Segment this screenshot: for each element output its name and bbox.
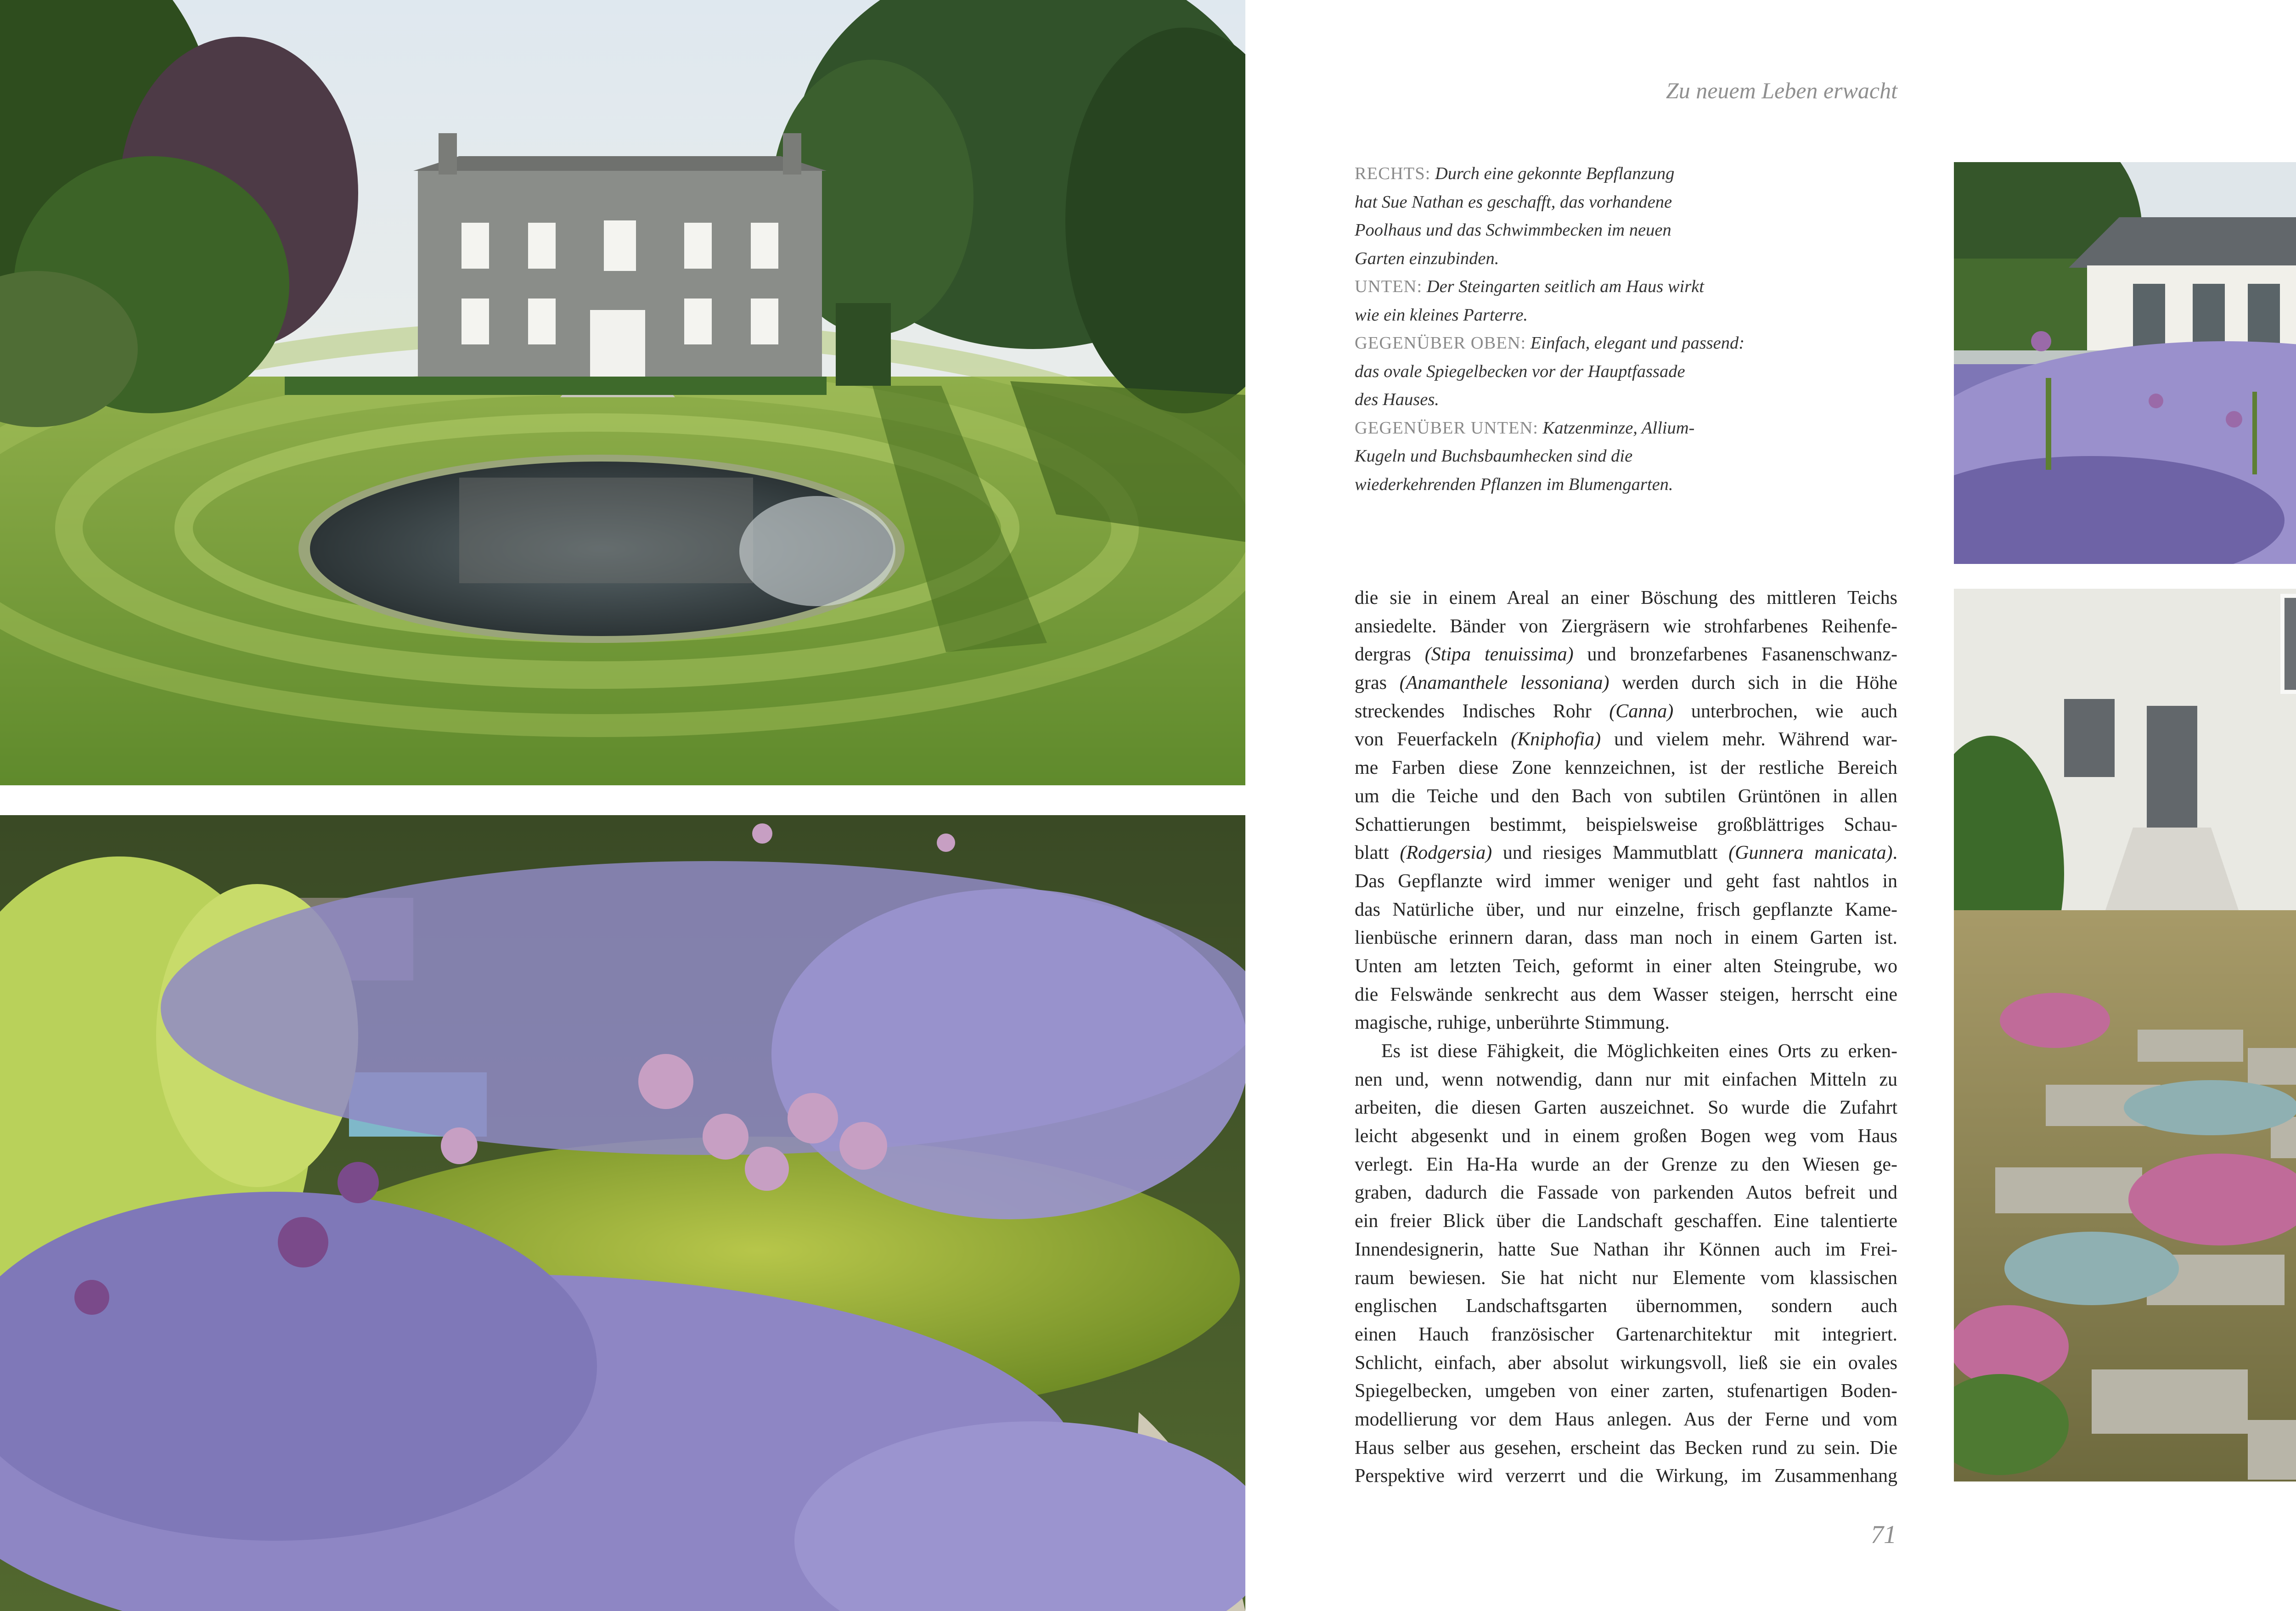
caption-text: hat Sue Nathan es geschafft, das vorhandene bbox=[1355, 192, 1672, 212]
caption-line bbox=[1355, 216, 1896, 245]
body-line: streckendes Indisches Rohr (Canna) unterbrochen, wie auch bbox=[1355, 700, 1897, 722]
caption-line bbox=[1355, 386, 1896, 414]
caption-text: das ovale Spiegelbecken vor der Hauptfassade bbox=[1355, 361, 1685, 381]
page-number: 71 bbox=[1871, 1521, 1896, 1549]
body-line: Das Gepflanzte wird immer weniger und geht fast nahtlos in bbox=[1355, 870, 1897, 892]
body-line: Es ist diese Fähigkeit, die Möglichkeiten eines Orts zu erken- bbox=[1381, 1041, 1897, 1062]
caption-line bbox=[1355, 471, 1896, 499]
caption-text: Der Steingarten seitlich am Haus wirkt bbox=[1426, 277, 1704, 296]
photo-manor-house-pool bbox=[0, 0, 1245, 785]
body-line: Schattierungen bestimmt, beispielsweise großblättriges Schau- bbox=[1355, 814, 1897, 835]
body-line: gras (Anamanthele lessoniana) werden durch sich in die Höhe bbox=[1355, 672, 1897, 694]
body-line: Innendesignerin, hatte Sue Nathan ihr Können auch im Frei- bbox=[1355, 1239, 1897, 1260]
body-line: verlegt. Ein Ha-Ha wurde an der Grenze zu den Wiesen ge- bbox=[1355, 1154, 1897, 1175]
caption-line bbox=[1355, 442, 1896, 471]
body-line: blatt (Rodgersia) und riesiges Mammutblatt (Gunnera manicata). bbox=[1355, 842, 1897, 864]
body-line: englischen Landschaftsgarten übernommen, sondern auch bbox=[1355, 1296, 1897, 1317]
caption-text: des Hauses. bbox=[1355, 390, 1439, 409]
body-text-column bbox=[1355, 584, 1897, 1491]
photo-flower-bed-catmint-allium bbox=[0, 815, 1245, 1611]
caption-label: GEGENÜBER OBEN: bbox=[1355, 333, 1526, 353]
caption-text: wiederkehrenden Pflanzen im Blumengarten. bbox=[1355, 474, 1673, 494]
body-line: leicht abgesenkt und in einem großen Bogen weg vom Haus bbox=[1355, 1126, 1897, 1147]
body-line: nen und, wenn notwendig, dann nur mit einfachen Mitteln zu bbox=[1355, 1069, 1897, 1090]
body-line: das Natürliche über, und nur einzelne, frisch gepflanzte Kame- bbox=[1355, 899, 1897, 920]
caption-label: RECHTS: bbox=[1355, 164, 1431, 183]
caption-text: wie ein kleines Parterre. bbox=[1355, 305, 1528, 325]
caption-line bbox=[1355, 329, 1896, 358]
caption-block bbox=[1355, 160, 1896, 499]
body-line: graben, dadurch die Fassade von parkenden Autos befreit und bbox=[1355, 1182, 1897, 1204]
body-line: dergras (Stipa tenuissima) und bronzefarbenes Fasanenschwanz- bbox=[1355, 644, 1897, 665]
caption-text: Poolhaus und das Schwimmbecken im neuen bbox=[1355, 220, 1671, 240]
caption-line bbox=[1355, 188, 1896, 217]
body-line: Schlicht, einfach, aber absolut wirkungsvoll, ließ sie ein ovales bbox=[1355, 1352, 1897, 1374]
caption-text: Einfach, elegant und passend: bbox=[1530, 333, 1745, 353]
body-line: me Farben diese Zone kennzeichnen, ist der restliche Bereich bbox=[1355, 757, 1897, 779]
caption-line bbox=[1355, 301, 1896, 330]
body-line: modellierung vor dem Haus anlegen. Aus der Ferne und vom bbox=[1355, 1408, 1897, 1430]
caption-line bbox=[1355, 273, 1896, 301]
caption-line bbox=[1355, 160, 1896, 188]
caption-text: Garten einzubinden. bbox=[1355, 248, 1499, 268]
body-line: arbeiten, die diesen Garten auszeichnet. So wurde die Zufahrt bbox=[1355, 1097, 1897, 1119]
body-line: um die Teiche und den Bach von subtilen Grüntönen in allen bbox=[1355, 785, 1897, 807]
body-line: ansiedelte. Bänder von Ziergräsern wie strohfarbenes Reihenfe- bbox=[1355, 615, 1897, 637]
body-line: ein freier Blick über die Landschaft geschaffen. Eine talentierte bbox=[1355, 1211, 1897, 1232]
running-head: Zu neuem Leben erwacht bbox=[1666, 78, 1897, 103]
caption-label: UNTEN: bbox=[1355, 277, 1423, 296]
caption-label: GEGENÜBER UNTEN: bbox=[1355, 418, 1538, 438]
body-line: lienbüsche erinnern daran, dass man noch in einem Garten ist. bbox=[1355, 927, 1897, 949]
photo-stone-garden bbox=[1954, 589, 2296, 1481]
body-line: raum bewiesen. Sie hat nicht nur Elemente vom klassischen bbox=[1355, 1267, 1897, 1289]
caption-text: Kugeln und Buchsbaumhecken sind die bbox=[1355, 446, 1633, 466]
body-line: Haus selber aus gesehen, erscheint das Becken rund zu sein. Die bbox=[1355, 1437, 1897, 1459]
caption-text: Katzenminze, Allium- bbox=[1542, 418, 1695, 438]
body-line: von Feuerfackeln (Kniphofia) und vielem mehr. Während war- bbox=[1355, 729, 1897, 750]
body-line: einen Hauch französischer Gartenarchitektur mit integriert. bbox=[1355, 1324, 1897, 1345]
body-line: die Felswände senkrecht aus dem Wasser steigen, herrscht eine bbox=[1355, 984, 1897, 1005]
body-line: magische, ruhige, unberührte Stimmung. bbox=[1355, 1012, 1670, 1034]
caption-text: Durch eine gekonnte Bepflanzung bbox=[1435, 164, 1675, 183]
caption-line bbox=[1355, 245, 1896, 273]
body-line: Unten am letzten Teich, geformt in einer alten Steingrube, wo bbox=[1355, 955, 1897, 977]
photo-pool-house bbox=[1954, 162, 2296, 564]
caption-line bbox=[1355, 358, 1896, 386]
body-line: Perspektive wird verzerrt und die Wirkung, im Zusammenhang bbox=[1355, 1465, 1897, 1487]
caption-line bbox=[1355, 414, 1896, 443]
body-line: die sie in einem Areal an einer Böschung des mittleren Teichs bbox=[1355, 587, 1897, 608]
body-line: Spiegelbecken, umgeben von einer zarten, stufenartigen Boden- bbox=[1355, 1380, 1897, 1402]
